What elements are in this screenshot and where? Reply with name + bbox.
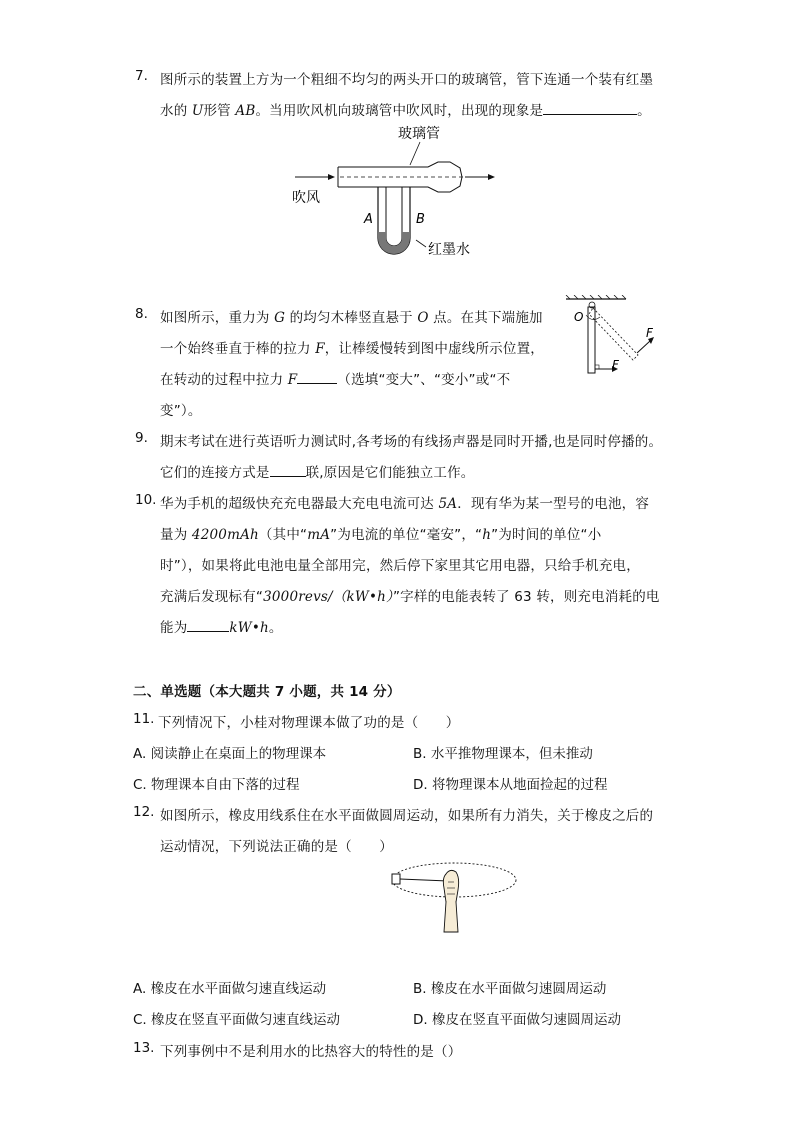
label-B: B	[416, 212, 425, 227]
question-number: 7.	[135, 68, 148, 84]
question-text-line: 变”）。	[160, 403, 202, 419]
question-text-line: 如图所示，重力为 G 的均匀木棒竖直悬于 O 点。在其下端施加	[160, 310, 543, 326]
option-B[interactable]: B. 橡皮在水平面做匀速圆周运动	[413, 981, 607, 997]
question-number: 12.	[133, 804, 155, 820]
question-text-line: 运动情况，下列说法正确的是（ ）	[160, 839, 393, 855]
question-stem: 下列情况下，小桂对物理课本做了功的是（ ）	[158, 715, 460, 731]
option-A[interactable]: A. 橡皮在水平面做匀速直线运动	[133, 981, 327, 997]
red-ink-label: 红墨水	[428, 242, 470, 258]
label-A: A	[364, 212, 373, 227]
lever-figure	[562, 295, 662, 380]
force-label-F: F	[646, 326, 653, 340]
question-number: 11.	[133, 711, 155, 727]
question-number: 9.	[135, 430, 148, 446]
answer-blank[interactable]	[297, 369, 337, 384]
glass-tube-figure	[290, 120, 510, 265]
pivot-label-O: O	[574, 310, 584, 324]
question-text-line: 华为手机的超级快充充电器最大充电电流可达 5A．现有华为某一型号的电池，容	[160, 496, 650, 512]
section-heading: 二、单选题（本大题共 7 小题，共 14 分）	[133, 684, 401, 700]
blow-label: 吹风	[292, 190, 320, 206]
question-text-line: 水的 U形管 AB。当用吹风机向玻璃管中吹风时，出现的现象是 。	[160, 99, 651, 119]
question-number: 13.	[133, 1040, 155, 1056]
question-text-line: 能为 kW•h。	[160, 616, 283, 636]
option-D[interactable]: D. 将物理课本从地面捡起的过程	[413, 777, 608, 793]
option-C[interactable]: C. 物理课本自由下落的过程	[133, 777, 300, 793]
question-text-line: 期末考试在进行英语听力测试时,各考场的有线扬声器是同时开播,也是同时停播的。	[160, 434, 663, 450]
question-text-line: 量为 4200mAh（其中“mA”为电流的单位“毫安”，“h”为时间的单位“小	[160, 527, 602, 543]
question-text-line: 图所示的装置上方为一个粗细不均匀的两头开口的玻璃管，管下连通一个装有红墨	[160, 72, 654, 88]
option-C[interactable]: C. 橡皮在竖直平面做匀速直线运动	[133, 1012, 341, 1028]
question-text-line: 充满后发现标有“3000revs/（kW•h）”字样的电能表转了 63 转，则充电消耗的电	[160, 589, 660, 605]
option-D[interactable]: D. 橡皮在竖直平面做匀速圆周运动	[413, 1012, 621, 1028]
option-A[interactable]: A. 阅读静止在桌面上的物理课本	[133, 746, 327, 762]
answer-blank[interactable]	[187, 617, 229, 632]
option-B[interactable]: B. 水平推物理课本，但未推动	[413, 746, 593, 762]
answer-blank[interactable]	[543, 100, 637, 115]
force-label-F: F	[612, 358, 619, 372]
question-number: 8.	[135, 306, 148, 322]
circular-motion-figure	[388, 860, 520, 940]
answer-blank[interactable]	[270, 462, 306, 477]
question-number: 10.	[135, 492, 157, 508]
glass-tube-label: 玻璃管	[398, 126, 440, 142]
question-text-line: 时”），如果将此电池电量全部用完，然后停下家里其它用电器，只给手机充电，	[160, 558, 640, 574]
question-stem: 下列事例中不是利用水的比热容大的特性的是（）	[160, 1044, 462, 1060]
question-text-line: 一个始终垂直于棒的拉力 F，让棒缓慢转到图中虚线所示位置，	[160, 341, 544, 357]
question-text-line: 它们的连接方式是 联,原因是它们能独立工作。	[160, 461, 475, 481]
question-text-line: 如图所示，橡皮用线系住在水平面做圆周运动，如果所有力消失，关于橡皮之后的	[160, 808, 654, 824]
question-text-line: 在转动的过程中拉力 F （选填“变大”、“变小”或“不	[160, 368, 510, 388]
